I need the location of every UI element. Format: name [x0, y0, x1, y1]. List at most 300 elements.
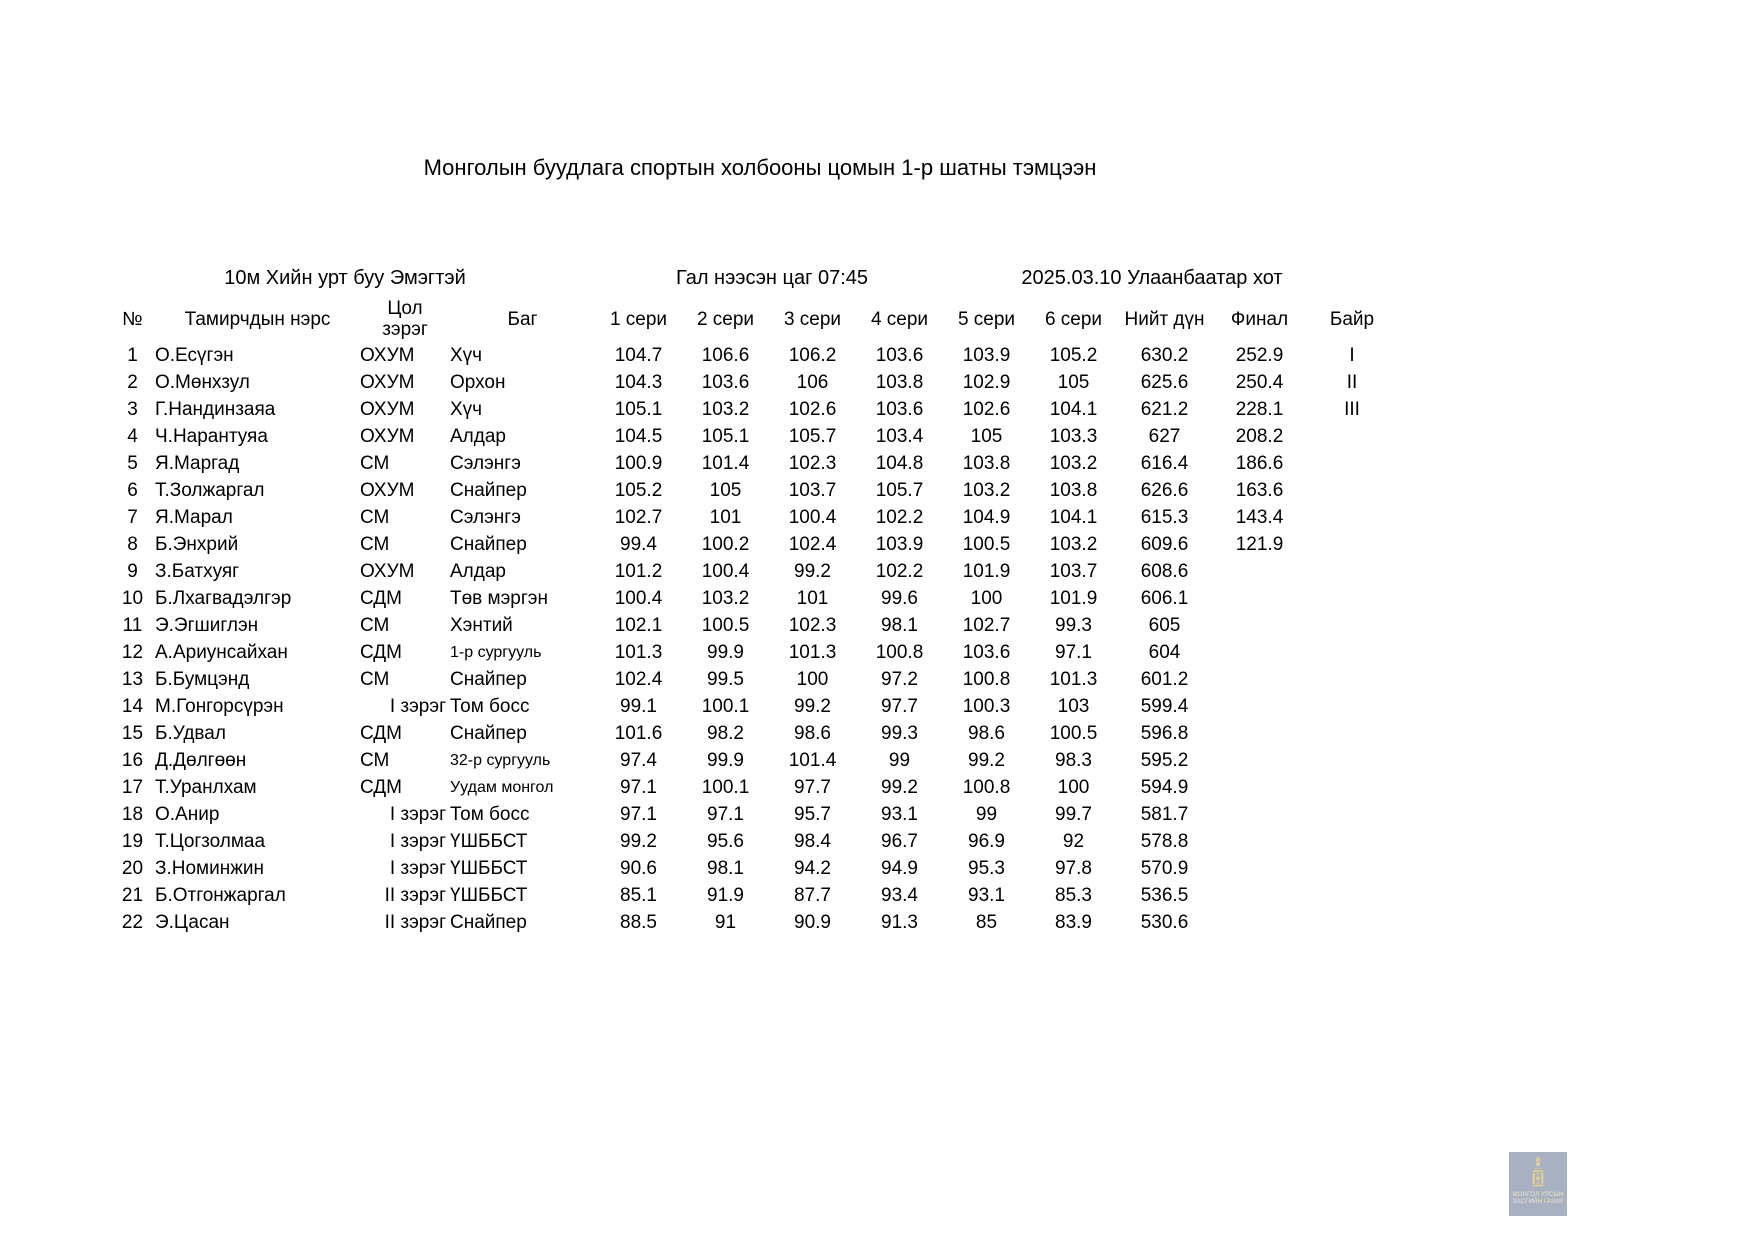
rank: ОХУМ	[360, 345, 415, 366]
series-4: 100.8	[875, 642, 924, 663]
row-number: 15	[121, 723, 144, 744]
team: Сэлэнгэ	[450, 453, 521, 474]
series-3: 87.7	[794, 885, 831, 906]
series-5: 104.9	[962, 507, 1011, 528]
table-row	[110, 909, 1397, 936]
column-header-label: Цол зэрэг	[382, 298, 428, 340]
series-2: 100.1	[701, 777, 750, 798]
rank: I зэрэг	[389, 831, 446, 852]
table-row	[110, 801, 1397, 828]
series-2: 103.2	[701, 399, 750, 420]
place	[1307, 504, 1397, 531]
series-3: 106	[796, 372, 829, 393]
series-2: 100.4	[701, 561, 750, 582]
series-5: 93.1	[968, 885, 1005, 906]
team: Том босс	[450, 696, 530, 717]
final-score	[1212, 585, 1307, 612]
row-number: 6	[127, 480, 138, 501]
series-1: 104.7	[614, 345, 663, 366]
series-3: 90.9	[794, 912, 831, 933]
rank: СДМ	[360, 642, 402, 663]
athlete-name: Д.Дөлгөөн	[155, 750, 247, 771]
fire-time: Гал нээсэн цаг 07:45	[675, 267, 869, 289]
row-number: 22	[121, 912, 144, 933]
row-number: 17	[121, 777, 144, 798]
team: ҮШББСТ	[450, 831, 528, 852]
place	[1307, 585, 1397, 612]
series-5: 100.5	[962, 534, 1011, 555]
header-row	[110, 296, 1397, 342]
series-2: 98.1	[707, 858, 744, 879]
series-3: 105.7	[788, 426, 837, 447]
athlete-name: М.Гонгорсүрэн	[155, 696, 284, 717]
row-number: 18	[121, 804, 144, 825]
series-6: 92	[1062, 831, 1085, 852]
series-2: 91.9	[707, 885, 744, 906]
series-2: 101	[709, 507, 742, 528]
final-score: 143.4	[1235, 507, 1284, 528]
total-score: 608.6	[1140, 561, 1189, 582]
series-2: 98.2	[707, 723, 744, 744]
athlete-name: О.Мөнхзул	[155, 372, 250, 393]
team: Хүч	[450, 399, 483, 420]
soyombo-icon	[1529, 1156, 1547, 1190]
team: Снайпер	[450, 669, 527, 690]
athlete-name: Т.Золжаргал	[155, 480, 265, 501]
place	[1307, 423, 1397, 450]
athlete-name: Т.Цогзолмаа	[155, 831, 266, 852]
series-3: 102.4	[788, 534, 837, 555]
series-4: 97.2	[881, 669, 918, 690]
series-3: 102.3	[788, 615, 837, 636]
row-number: 3	[127, 399, 138, 420]
rank: ОХУМ	[360, 426, 415, 447]
athlete-name: З.Номинжин	[155, 858, 265, 879]
total-score: 627	[1148, 426, 1181, 447]
series-5: 103.6	[962, 642, 1011, 663]
rank: СДМ	[360, 723, 402, 744]
series-3: 94.2	[794, 858, 831, 879]
athlete-name: А.Ариунсайхан	[155, 642, 288, 663]
place	[1307, 477, 1397, 504]
table-row	[110, 882, 1397, 909]
total-score: 606.1	[1140, 588, 1189, 609]
series-6: 99.3	[1055, 615, 1092, 636]
series-1: 102.7	[614, 507, 663, 528]
series-2: 97.1	[707, 804, 744, 825]
team: Алдар	[450, 426, 506, 447]
table-row	[110, 477, 1397, 504]
series-5: 100	[970, 588, 1003, 609]
series-4: 91.3	[881, 912, 918, 933]
series-5: 85	[975, 912, 998, 933]
final-score: 252.9	[1235, 345, 1284, 366]
series-1: 97.1	[620, 804, 657, 825]
series-4: 103.8	[875, 372, 924, 393]
series-6: 85.3	[1055, 885, 1092, 906]
column-header-3	[360, 296, 450, 342]
final-score: 250.4	[1235, 372, 1284, 393]
table-row	[110, 612, 1397, 639]
rank: СДМ	[360, 777, 402, 798]
final-score	[1212, 693, 1307, 720]
table-row	[110, 369, 1397, 396]
rank: СМ	[360, 750, 390, 771]
rank: II зэрэг	[384, 912, 446, 933]
column-header-11: Нийт дүн	[1124, 308, 1205, 330]
team: Уудам монгол	[450, 779, 554, 796]
series-1: 99.2	[620, 831, 657, 852]
page-title: Монголын буудлага спортын холбооны цомын 1-р шатны тэмцээн	[423, 155, 1097, 180]
rank: II зэрэг	[384, 885, 446, 906]
series-1: 102.1	[614, 615, 663, 636]
final-score	[1212, 558, 1307, 585]
place	[1307, 450, 1397, 477]
series-5: 102.7	[962, 615, 1011, 636]
series-5: 100.8	[962, 669, 1011, 690]
series-4: 93.4	[881, 885, 918, 906]
series-4: 94.9	[881, 858, 918, 879]
logo-text-line1: МОНГОЛ УЛСЫН	[1512, 1192, 1564, 1198]
team: ҮШББСТ	[450, 858, 528, 879]
series-2: 95.6	[707, 831, 744, 852]
series-5: 100.8	[962, 777, 1011, 798]
team: Снайпер	[450, 480, 527, 501]
series-6: 104.1	[1049, 507, 1098, 528]
series-6: 98.3	[1055, 750, 1092, 771]
place	[1307, 558, 1397, 585]
total-score: 570.9	[1140, 858, 1189, 879]
final-score	[1212, 747, 1307, 774]
final-score	[1212, 855, 1307, 882]
series-4: 99	[888, 750, 911, 771]
final-score	[1212, 639, 1307, 666]
column-header-12: Финал	[1230, 308, 1289, 330]
place	[1307, 909, 1397, 936]
total-score: 599.4	[1140, 696, 1189, 717]
series-1: 100.4	[614, 588, 663, 609]
series-3: 101.3	[788, 642, 837, 663]
series-5: 105	[970, 426, 1003, 447]
rank: СМ	[360, 669, 390, 690]
series-5: 102.9	[962, 372, 1011, 393]
series-3: 102.3	[788, 453, 837, 474]
series-2: 105	[709, 480, 742, 501]
table-row	[110, 720, 1397, 747]
row-number: 1	[127, 345, 138, 366]
athlete-name: Я.Маргад	[155, 453, 240, 474]
series-1: 102.4	[614, 669, 663, 690]
table-row	[110, 423, 1397, 450]
place	[1307, 801, 1397, 828]
row-number: 12	[121, 642, 144, 663]
total-score: 536.5	[1140, 885, 1189, 906]
row-number: 7	[127, 507, 138, 528]
series-6: 100.5	[1049, 723, 1098, 744]
place	[1307, 693, 1397, 720]
total-score: 630.2	[1140, 345, 1189, 366]
column-header-8: 4 сери	[870, 308, 929, 330]
series-6: 105	[1057, 372, 1090, 393]
table-row	[110, 531, 1397, 558]
column-header-13: Байр	[1329, 308, 1375, 330]
athlete-name: Э.Цасан	[155, 912, 230, 933]
team: Снайпер	[450, 534, 527, 555]
series-4: 103.9	[875, 534, 924, 555]
table-row	[110, 450, 1397, 477]
place	[1307, 774, 1397, 801]
series-2: 99.9	[707, 750, 744, 771]
total-score: 581.7	[1140, 804, 1189, 825]
series-1: 99.1	[620, 696, 657, 717]
column-header-1: №	[122, 308, 143, 330]
row-number: 8	[127, 534, 138, 555]
total-score: 594.9	[1140, 777, 1189, 798]
athlete-name: Б.Лхагвадэлгэр	[155, 588, 292, 609]
table-row	[110, 666, 1397, 693]
table-row	[110, 747, 1397, 774]
series-5: 95.3	[968, 858, 1005, 879]
series-1: 104.3	[614, 372, 663, 393]
place	[1307, 531, 1397, 558]
rank: I зэрэг	[389, 804, 446, 825]
table-row	[110, 639, 1397, 666]
athlete-name: Ч.Нарантуяа	[155, 426, 268, 447]
column-header-2: Тамирчдын нэрс	[184, 308, 331, 330]
series-5: 99	[975, 804, 998, 825]
series-4: 103.6	[875, 399, 924, 420]
series-6: 103.8	[1049, 480, 1098, 501]
team: Орхон	[450, 372, 506, 393]
series-4: 96.7	[881, 831, 918, 852]
final-score	[1212, 882, 1307, 909]
place	[1307, 828, 1397, 855]
total-score: 605	[1148, 615, 1181, 636]
table-row	[110, 558, 1397, 585]
total-score: 596.8	[1140, 723, 1189, 744]
series-4: 103.4	[875, 426, 924, 447]
row-number: 5	[127, 453, 138, 474]
series-2: 100.1	[701, 696, 750, 717]
athlete-name: Б.Удвал	[155, 723, 226, 744]
place	[1307, 855, 1397, 882]
series-4: 99.3	[881, 723, 918, 744]
final-score: 208.2	[1235, 426, 1284, 447]
team: Снайпер	[450, 723, 527, 744]
series-5: 103.9	[962, 345, 1011, 366]
athlete-name: З.Батхуяг	[155, 561, 240, 582]
final-score	[1212, 828, 1307, 855]
team: Снайпер	[450, 912, 527, 933]
series-6: 104.1	[1049, 399, 1098, 420]
team: Алдар	[450, 561, 506, 582]
column-header-7: 3 сери	[783, 308, 842, 330]
total-score: 616.4	[1140, 453, 1189, 474]
series-6: 101.9	[1049, 588, 1098, 609]
column-header-9: 5 сери	[957, 308, 1016, 330]
athlete-name: Б.Энхрий	[155, 534, 239, 555]
rank: ОХУМ	[360, 372, 415, 393]
row-number: 19	[121, 831, 144, 852]
series-5: 99.2	[968, 750, 1005, 771]
final-score: 163.6	[1235, 480, 1284, 501]
series-5: 102.6	[962, 399, 1011, 420]
series-1: 90.6	[620, 858, 657, 879]
place	[1307, 720, 1397, 747]
series-5: 103.8	[962, 453, 1011, 474]
row-number: 14	[121, 696, 144, 717]
series-5: 101.9	[962, 561, 1011, 582]
total-score: 601.2	[1140, 669, 1189, 690]
team: ҮШББСТ	[450, 885, 528, 906]
series-2: 105.1	[701, 426, 750, 447]
rank: I зэрэг	[389, 696, 446, 717]
series-1: 104.5	[614, 426, 663, 447]
total-score: 578.8	[1140, 831, 1189, 852]
place	[1307, 666, 1397, 693]
final-score: 121.9	[1235, 534, 1284, 555]
series-3: 106.2	[788, 345, 837, 366]
place	[1307, 747, 1397, 774]
final-score	[1212, 801, 1307, 828]
series-6: 103.2	[1049, 534, 1098, 555]
series-6: 83.9	[1055, 912, 1092, 933]
team: 32-р сургууль	[450, 752, 551, 769]
series-2: 103.2	[701, 588, 750, 609]
series-1: 105.2	[614, 480, 663, 501]
series-4: 97.7	[881, 696, 918, 717]
total-score: 625.6	[1140, 372, 1189, 393]
series-3: 100	[796, 669, 829, 690]
series-6: 101.3	[1049, 669, 1098, 690]
results-table	[110, 296, 1397, 936]
series-2: 100.2	[701, 534, 750, 555]
team: Хэнтий	[450, 615, 513, 636]
series-1: 101.3	[614, 642, 663, 663]
row-number: 10	[121, 588, 144, 609]
athlete-name: Т.Уранлхам	[155, 777, 257, 798]
series-6: 97.8	[1055, 858, 1092, 879]
series-3: 102.6	[788, 399, 837, 420]
table-row	[110, 504, 1397, 531]
series-3: 95.7	[794, 804, 831, 825]
athlete-name: Э.Эгшиглэн	[155, 615, 259, 636]
total-score: 609.6	[1140, 534, 1189, 555]
logo-text-line2: ЗАСГИЙН ГАЗАР	[1512, 1199, 1564, 1205]
series-4: 102.2	[875, 561, 924, 582]
government-logo	[1509, 1152, 1567, 1216]
table-row	[110, 693, 1397, 720]
rank: СМ	[360, 534, 390, 555]
athlete-name: Б.Бумцэнд	[155, 669, 250, 690]
column-header-5: 1 сери	[609, 308, 668, 330]
series-5: 100.3	[962, 696, 1011, 717]
total-score: 530.6	[1140, 912, 1189, 933]
row-number: 16	[121, 750, 144, 771]
final-score	[1212, 774, 1307, 801]
athlete-name: Б.Отгонжаргал	[155, 885, 286, 906]
series-1: 101.6	[614, 723, 663, 744]
athlete-name: О.Анир	[155, 804, 220, 825]
series-2: 100.5	[701, 615, 750, 636]
row-number: 20	[121, 858, 144, 879]
rank: СДМ	[360, 588, 402, 609]
table-row	[110, 396, 1397, 423]
series-5: 98.6	[968, 723, 1005, 744]
team: Сэлэнгэ	[450, 507, 521, 528]
series-3: 97.7	[794, 777, 831, 798]
series-2: 106.6	[701, 345, 750, 366]
table-row	[110, 828, 1397, 855]
series-4: 93.1	[881, 804, 918, 825]
rank: ОХУМ	[360, 561, 415, 582]
series-1: 97.4	[620, 750, 657, 771]
place: III	[1344, 399, 1360, 420]
date-location: 2025.03.10 Улаанбаатар хот	[1021, 267, 1283, 289]
series-4: 99.6	[881, 588, 918, 609]
rank: СМ	[360, 453, 390, 474]
series-6: 103	[1057, 696, 1090, 717]
place	[1307, 612, 1397, 639]
row-number: 4	[127, 426, 138, 447]
table-row	[110, 342, 1397, 369]
rank: СМ	[360, 615, 390, 636]
team: 1-р сургууль	[450, 644, 542, 661]
rank: СМ	[360, 507, 390, 528]
final-score	[1212, 666, 1307, 693]
row-number: 11	[122, 615, 143, 636]
series-6: 103.2	[1049, 453, 1098, 474]
table-row	[110, 774, 1397, 801]
series-5: 103.2	[962, 480, 1011, 501]
series-3: 98.6	[794, 723, 831, 744]
athlete-name: Я.Марал	[155, 507, 233, 528]
series-4: 102.2	[875, 507, 924, 528]
series-6: 99.7	[1055, 804, 1092, 825]
series-3: 101	[796, 588, 829, 609]
series-1: 101.2	[614, 561, 663, 582]
series-4: 103.6	[875, 345, 924, 366]
rank: ОХУМ	[360, 480, 415, 501]
row-number: 2	[127, 372, 138, 393]
series-4: 104.8	[875, 453, 924, 474]
place: I	[1349, 345, 1355, 366]
series-3: 99.2	[794, 696, 831, 717]
series-1: 105.1	[614, 399, 663, 420]
place	[1307, 882, 1397, 909]
series-6: 100	[1057, 777, 1090, 798]
column-header-4: Баг	[507, 308, 538, 330]
row-number: 9	[127, 561, 138, 582]
total-score: 615.3	[1140, 507, 1189, 528]
series-1: 99.4	[620, 534, 657, 555]
table-row	[110, 585, 1397, 612]
column-header-10: 6 сери	[1044, 308, 1103, 330]
series-3: 99.2	[794, 561, 831, 582]
table-row	[110, 855, 1397, 882]
series-4: 105.7	[875, 480, 924, 501]
final-score	[1212, 612, 1307, 639]
total-score: 621.2	[1140, 399, 1189, 420]
row-number: 21	[121, 885, 144, 906]
series-2: 101.4	[701, 453, 750, 474]
event-name: 10м Хийн урт буу Эмэгтэй	[224, 267, 466, 289]
row-number: 13	[121, 669, 144, 690]
series-4: 99.2	[881, 777, 918, 798]
total-score: 626.6	[1140, 480, 1189, 501]
series-2: 99.5	[707, 669, 744, 690]
series-4: 98.1	[881, 615, 918, 636]
